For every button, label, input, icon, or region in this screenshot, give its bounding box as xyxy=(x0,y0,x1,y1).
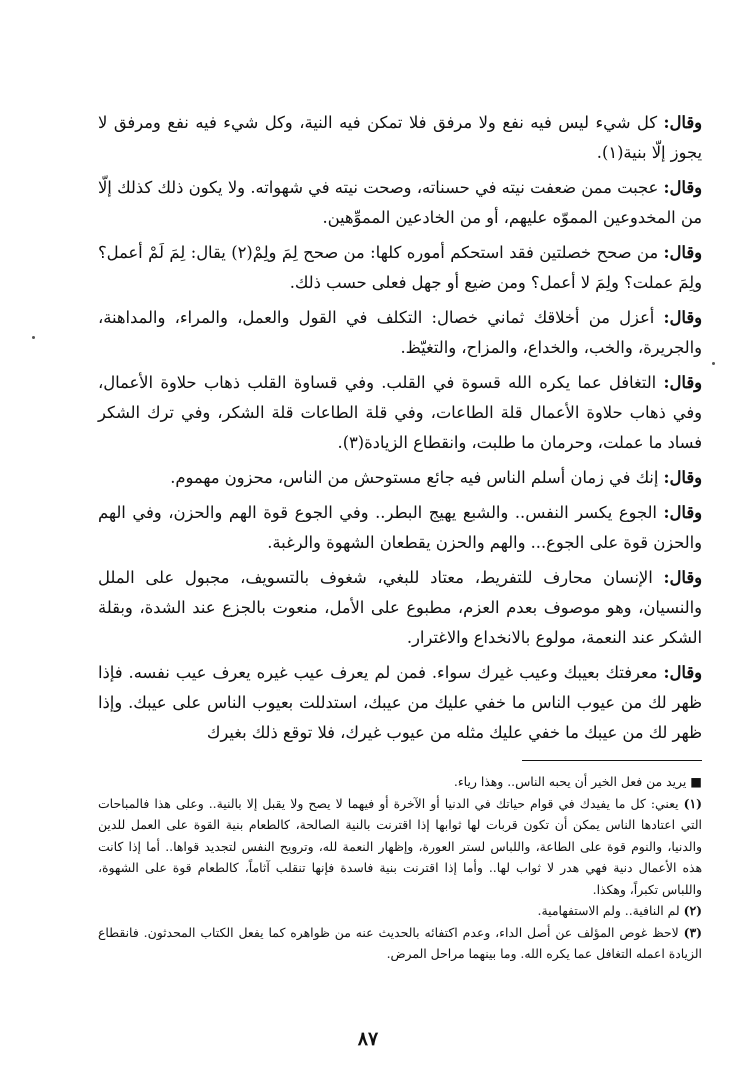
saying-text: كل شيء ليس فيه نفع ولا مرفق فلا تمكن فيه النية، وكل شيء فيه نفع ومرفق لا يجوز إلّا بنية(١). xyxy=(98,113,702,162)
footnote-marker: (٣) xyxy=(683,924,702,940)
footnote-marker: (١) xyxy=(683,795,702,811)
saying-1 xyxy=(98,108,702,168)
page-body xyxy=(98,108,702,965)
footnote-3 xyxy=(98,922,702,965)
margin-speck xyxy=(712,362,715,365)
saying-text: معرفتك بعيبك وعيب غيرك سواء. فمن لم يعرف عيب غيره يعرف عيب نفسه. فإذا ظهر لك من عيوب الناس ما خفي عليك من عيبك، استدللت بعيوب الناس على عيبك. وإذا ظهر لك من عيبك ما خفي عليك مثله من عيوب غيرك، فلا توقع ذلك بغيرك xyxy=(98,663,702,742)
main-text xyxy=(98,108,702,748)
saying-text: الإنسان محارف للتفريط، معتاد للبغي، شغوف بالتسويف، مجبول على الملل والنسيان، وهو موصوف بعدم العزم، مطبوع على الأمل، منعوت بالجزع عند الشدة، وبقلة الشكر عند النعمة، مولوع بالانخداع والاغترار. xyxy=(98,568,702,647)
saying-lead: وقال: xyxy=(663,178,702,197)
saying-lead: وقال: xyxy=(663,243,702,262)
footnote-1 xyxy=(98,793,702,901)
saying-text: عجبت ممن ضعفت نيته في حسناته، وصحت نيته في شهواته. ولا يكون ذلك كذلك إلّا من المخدوعين المموّه عليهم، أو من الخادعين المموِّهين. xyxy=(98,178,702,227)
saying-text: التغافل عما يكره الله قسوة في القلب. وفي قساوة القلب ذهاب حلاوة الأعمال، وفي ذهاب حلاوة الأعمال قلة الطاعات، وفي قلة الطاعات قلة الشكر، وفي ترك الشكر فساد ما عملت، وحرمان ما طلبت، وانقطاع الزيادة(٣). xyxy=(98,373,702,452)
footnote-text: لم النافية.. ولم الاستفهامية. xyxy=(537,903,684,918)
saying-4 xyxy=(98,303,702,363)
saying-3 xyxy=(98,238,702,298)
footnote-text: يعني: كل ما يفيدك في قوام حياتك في الدنيا أو الآخرة أو فيهما لا يصح ولا يقبل إلا بالنية.. وعلى هذا فالمباحات التي اعتادها الناس يمكن أن تكون قربات لها ثوابها إذا اقترنت بالنية الصالحة، كالطعام بنية القوة على العمل للدين والدنيا، والنوم قوة على الطاعة، واللباس لستر العورة، وإظهار النعمة لله، وترويح النفس لتجديد قواها.. أما إذا كانت هذه الأعمال دنية فهي هدر لا ثواب لها.. وأما إذا اقترنت بنية فاسدة فإنها تنقلب آثاماً، كالطعام قوة على الشهوة، واللباس تكبراً، وهكذا. xyxy=(98,795,702,897)
saying-lead: وقال: xyxy=(663,503,702,522)
saying-9 xyxy=(98,658,702,748)
saying-lead: وقال: xyxy=(663,373,702,392)
saying-5 xyxy=(98,368,702,458)
saying-text: أعزل من أخلاقك ثماني خصال: التكلف في القول والعمل، والمراء، والمداهنة، والجريرة، والخب، والخداع، والمزاح، والتغيّظ. xyxy=(98,308,702,357)
margin-speck xyxy=(32,336,35,339)
saying-lead: وقال: xyxy=(663,308,702,327)
footnote-text: يريد من فعل الخير أن يحبه الناس.. وهذا رياء. xyxy=(453,774,691,789)
saying-lead: وقال: xyxy=(663,468,702,487)
footnote-separator xyxy=(522,760,702,761)
saying-7 xyxy=(98,498,702,558)
saying-lead: وقال: xyxy=(663,113,702,132)
footnote-marker: (٢) xyxy=(683,903,702,918)
saying-8 xyxy=(98,563,702,653)
saying-text: إنك في زمان أسلم الناس فيه جائع مستوحش من الناس، محزون مهموم. xyxy=(170,468,664,487)
saying-text: من صحح خصلتين فقد استحكم أموره كلها: من صحح لِمَ ولِمْ(٢) يقال: لِمَ لَمْ أعمل؟ ولِمَ عملت؟ ولِمَ لا أعمل؟ ومن ضيع أو جهل فعلى حسب ذلك. xyxy=(98,243,702,292)
footnote-2 xyxy=(98,900,702,922)
footnotes xyxy=(98,771,702,965)
footnote-text: لاحظ غوص المؤلف عن أصل الداء، وعدم اكتفائه بالحديث عنه من ظواهره كما يفعل الكتاب المحدثون. فانقطاع الزيادة اعمله التغافل عما يكره الله. وما بينهما مراحل المرض. xyxy=(98,924,702,961)
saying-2 xyxy=(98,173,702,233)
page-number: ٨٧ xyxy=(357,1028,379,1050)
saying-lead: وقال: xyxy=(663,663,702,682)
saying-text: الجوع يكسر النفس.. والشبع يهيج البطر.. وفي الجوع قوة الهم والحزن، وفي الهم والحزن قوة على الجوع... والهم والحزن يقطعان الشهوة والرغبة. xyxy=(98,503,702,552)
footnote-marker: ■ xyxy=(690,774,702,789)
footnote-star xyxy=(98,771,702,793)
saying-lead: وقال: xyxy=(663,568,702,587)
saying-6 xyxy=(98,463,702,493)
